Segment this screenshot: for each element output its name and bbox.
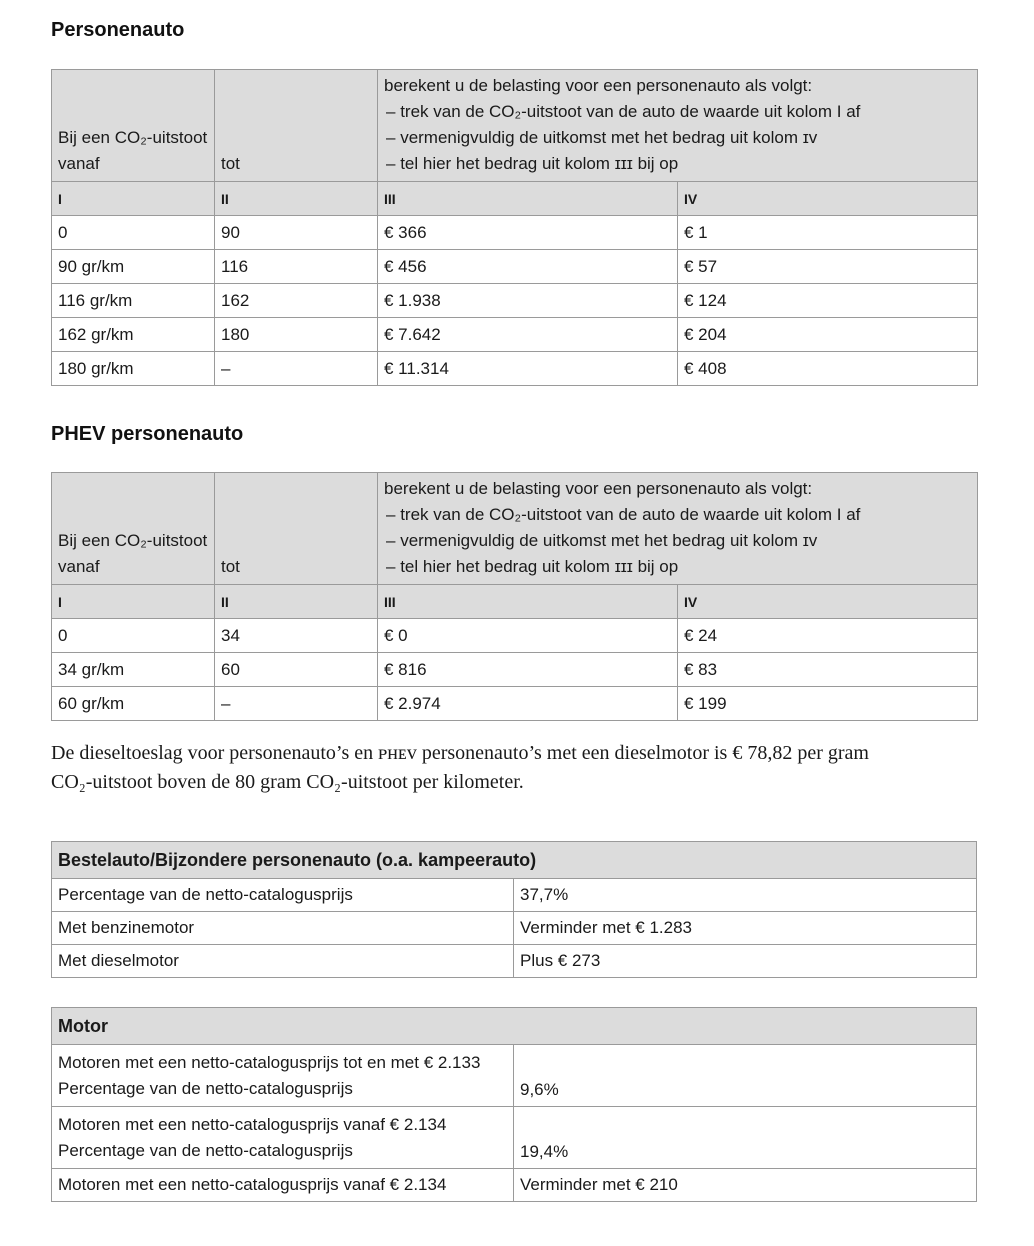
table-row [52,687,978,721]
row-value: 19,4% [514,1107,977,1169]
column-roman-1: I [52,182,215,216]
row-value: 9,6% [514,1045,977,1107]
row-value: 37,7% [514,879,977,912]
table-row [52,619,978,653]
cell-bedrag-iv: € 57 [678,250,978,284]
row-label-line-2: Percentage van de netto-catalogusprijs [58,1140,353,1160]
row-label [52,1107,514,1169]
row-value: Verminder met € 210 [514,1169,977,1202]
table-row [52,352,978,386]
row-label: Percentage van de netto-catalogusprijs [52,879,514,912]
column-roman-1: I [52,585,215,619]
table-personenauto [51,69,978,386]
instruction-step: – vermenigvuldig de uitkomst met het bedrag uit kolom ɪᴠ [384,125,971,151]
row-label: Motoren met een netto-catalogusprijs vanaf € 2.134 [52,1169,514,1202]
cell-tot: 116 [215,250,378,284]
cell-bedrag-iii: € 0 [378,619,678,653]
header-co2-vanaf [52,70,215,182]
row-label-line-1: Motoren met een netto-catalogusprijs vanaf € 2.134 [58,1114,447,1134]
cell-bedrag-iii: € 11.314 [378,352,678,386]
instruction-step: – tel hier het bedrag uit kolom ɪɪɪ bij op [384,554,971,580]
row-value: Verminder met € 1.283 [514,912,977,945]
cell-vanaf: 90 gr/km [52,250,215,284]
instructions-intro: berekent u de belasting voor een personenauto als volgt: [384,76,813,95]
instruction-step: – trek van de CO₂-uitstoot van de auto de waarde uit kolom I af [384,99,971,125]
header-instructions [378,70,978,182]
cell-vanaf: 162 gr/km [52,318,215,352]
cell-bedrag-iii: € 456 [378,250,678,284]
row-label: Met benzinemotor [52,912,514,945]
diesel-surcharge-paragraph [51,739,991,797]
cell-bedrag-iv: € 204 [678,318,978,352]
cell-tot: 90 [215,216,378,250]
cell-bedrag-iii: € 366 [378,216,678,250]
row-label: Met dieselmotor [52,945,514,978]
header-co2-label: Bij een CO₂-uitstoot [58,128,208,147]
column-roman-2: II [215,585,378,619]
cell-vanaf: 180 gr/km [52,352,215,386]
table-row [52,250,978,284]
cell-bedrag-iv: € 83 [678,653,978,687]
column-roman-4: IV [678,182,978,216]
table-row [52,1169,977,1202]
cell-bedrag-iv: € 199 [678,687,978,721]
table-row [52,912,977,945]
instructions-intro: berekent u de belasting voor een personenauto als volgt: [384,479,813,498]
row-value: Plus € 273 [514,945,977,978]
cell-bedrag-iv: € 124 [678,284,978,318]
bestelauto-title: Bestelauto/Bijzondere personenauto (o.a. kampeerauto) [52,842,977,879]
cell-tot: – [215,687,378,721]
cell-tot: 180 [215,318,378,352]
cell-bedrag-iv: € 408 [678,352,978,386]
header-vanaf: vanaf [58,154,100,173]
row-label-line-2: Percentage van de netto-catalogusprijs [58,1078,353,1098]
cell-bedrag-iii: € 7.642 [378,318,678,352]
instruction-step: – trek van de CO₂-uitstoot van de auto de waarde uit kolom I af [384,502,971,528]
cell-vanaf: 0 [52,619,215,653]
table-row [52,1107,977,1169]
table-motor [51,1007,977,1202]
table-row [52,1045,977,1107]
header-co2-vanaf [52,473,215,585]
column-roman-2: II [215,182,378,216]
cell-bedrag-iii: € 816 [378,653,678,687]
cell-vanaf: 0 [52,216,215,250]
table-phev [51,472,978,721]
table-row [52,653,978,687]
cell-tot: 34 [215,619,378,653]
cell-bedrag-iv: € 24 [678,619,978,653]
table-bestelauto [51,841,977,978]
instruction-step: – vermenigvuldig de uitkomst met het bedrag uit kolom ɪᴠ [384,528,971,554]
cell-bedrag-iii: € 2.974 [378,687,678,721]
header-instructions [378,473,978,585]
row-label-line-1: Motoren met een netto-catalogusprijs tot en met € 2.133 [58,1052,481,1072]
section-title-phev: PHEV personenauto [51,423,244,445]
header-tot: tot [215,70,378,182]
cell-vanaf: 34 gr/km [52,653,215,687]
column-roman-3: III [378,182,678,216]
table-row [52,879,977,912]
header-co2-label: Bij een CO₂-uitstoot [58,531,208,550]
cell-vanaf: 60 gr/km [52,687,215,721]
table-row [52,216,978,250]
header-tot: tot [215,473,378,585]
cell-tot: 60 [215,653,378,687]
diesel-paragraph-line-2: CO₂-uitstoot boven de 80 gram CO₂-uitstoot per kilometer. [51,771,524,793]
row-label [52,1045,514,1107]
table-row [52,318,978,352]
cell-bedrag-iii: € 1.938 [378,284,678,318]
cell-tot: 162 [215,284,378,318]
diesel-paragraph-line-1: De dieseltoeslag voor personenauto’s en ᴘʜᴇᴠ personenauto’s met een dieselmotor is € 78,82 per gram [51,742,869,764]
header-vanaf: vanaf [58,557,100,576]
cell-tot: – [215,352,378,386]
cell-vanaf: 116 gr/km [52,284,215,318]
cell-bedrag-iv: € 1 [678,216,978,250]
column-roman-4: IV [678,585,978,619]
column-roman-3: III [378,585,678,619]
table-row [52,284,978,318]
motor-title: Motor [52,1008,977,1045]
table-row [52,945,977,978]
instruction-step: – tel hier het bedrag uit kolom ɪɪɪ bij op [384,151,971,177]
section-title-personenauto: Personenauto [51,19,185,41]
